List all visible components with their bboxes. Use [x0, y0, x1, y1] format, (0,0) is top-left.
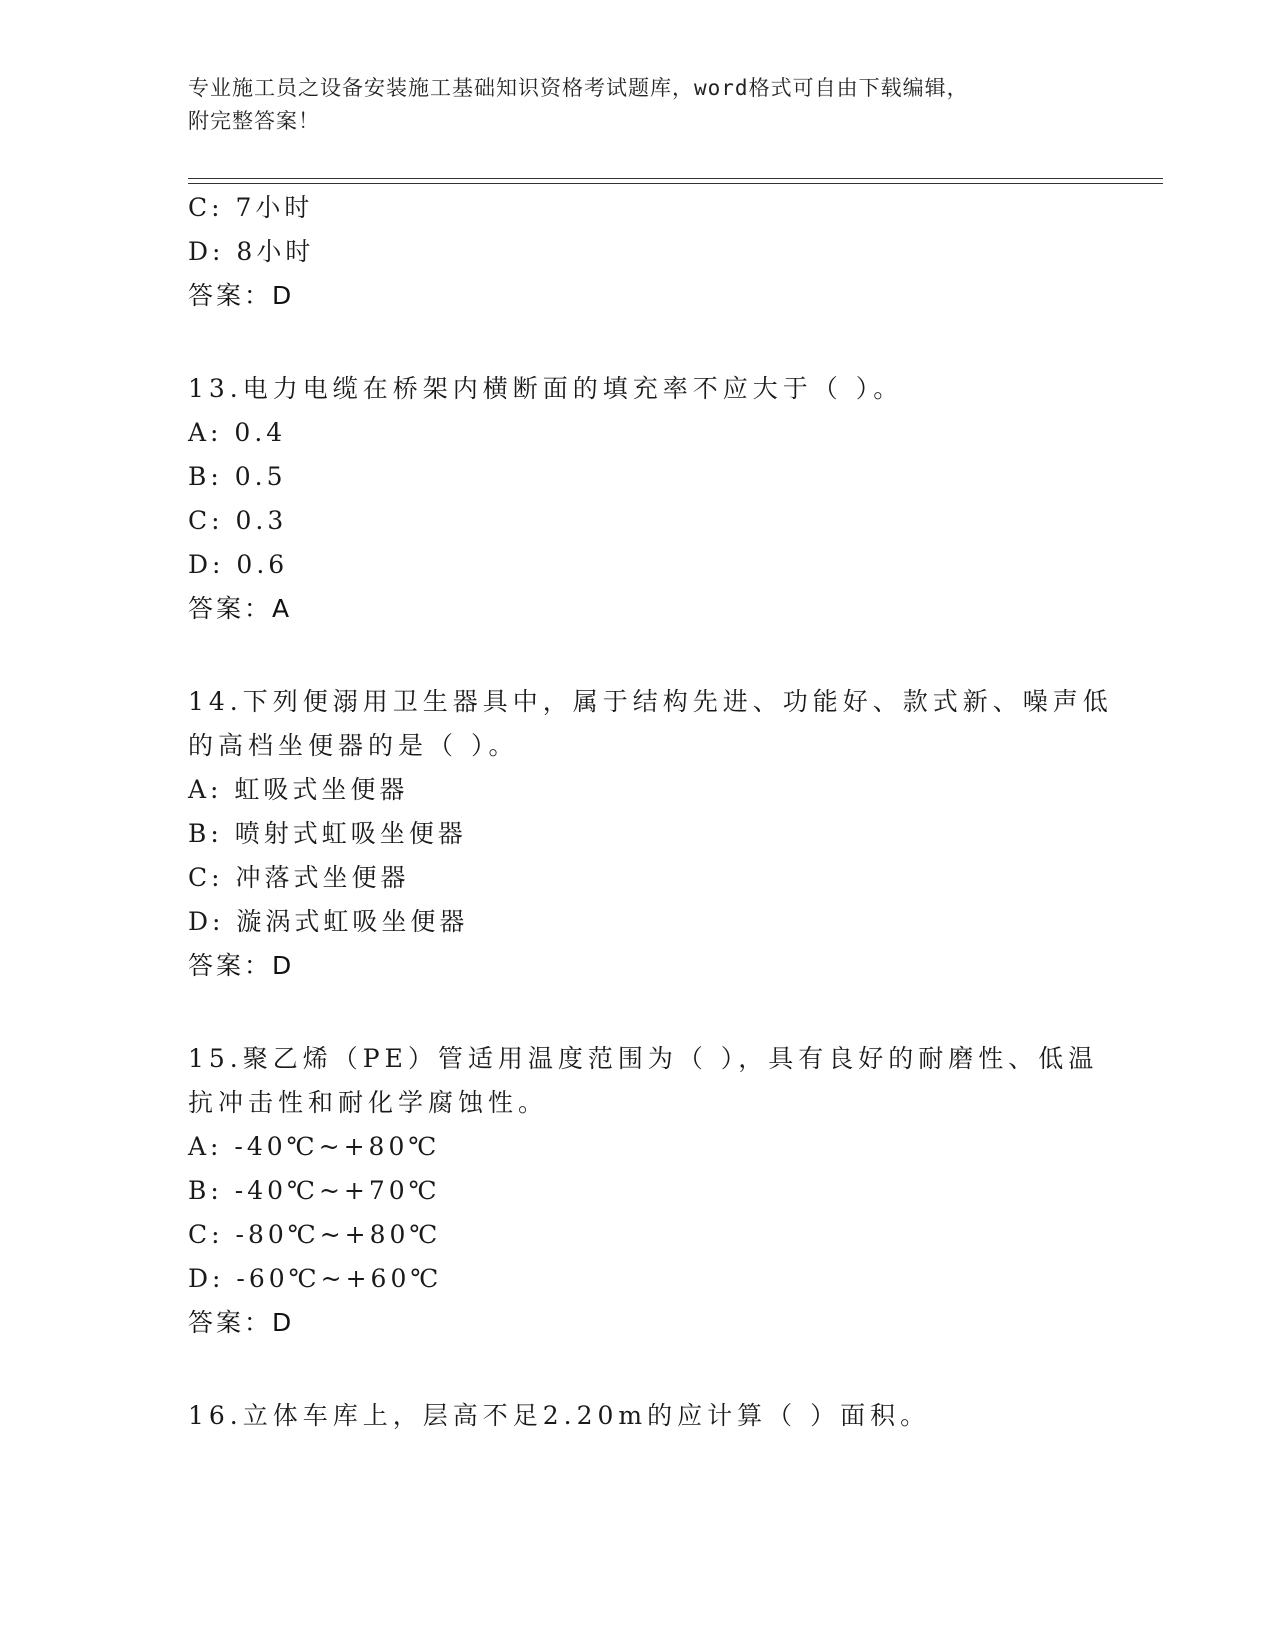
q13-answer: 答案：A — [188, 594, 293, 623]
q14-question-line-1: 14.下列便溺用卫生器具中，属于结构先进、功能好、款式新、噪声低 — [188, 687, 1113, 716]
q14-option-a: A: 虹吸式坐便器 — [188, 775, 409, 804]
q14-option-d: D: 漩涡式虹吸坐便器 — [188, 907, 469, 936]
q15-question-line-2: 抗冲击性和耐化学腐蚀性。 — [188, 1088, 549, 1117]
prev-option-c: C: 7小时 — [188, 193, 314, 222]
q15-question-line-1: 15.聚乙烯（PE）管适用温度范围为（ ），具有良好的耐磨性、低温 — [188, 1044, 1099, 1073]
q14-answer: 答案：D — [188, 951, 295, 980]
document-header — [188, 72, 1088, 138]
q13-option-d: D: 0.6 — [188, 550, 289, 579]
q13-option-b: B: 0.5 — [188, 462, 287, 491]
q13-option-a: A: 0.4 — [188, 418, 287, 447]
q14-option-b: B: 喷射式虹吸坐便器 — [188, 819, 467, 848]
header-divider-bottom — [188, 183, 1163, 184]
q13-option-c: C: 0.3 — [188, 506, 288, 535]
q14-question-line-2: 的高档坐便器的是（ ）。 — [188, 731, 519, 760]
q15-answer: 答案：D — [188, 1308, 295, 1337]
q15-option-a: A: -40℃~+80℃ — [188, 1132, 441, 1161]
q14-option-c: C: 冲落式坐便器 — [188, 863, 410, 892]
q15-option-b: B: -40℃~+70℃ — [188, 1176, 441, 1205]
q15-option-c: C: -80℃~+80℃ — [188, 1220, 442, 1249]
header-line-1: 专业施工员之设备安装施工基础知识资格考试题库，word格式可自由下载编辑， — [188, 76, 969, 100]
header-line-2: 附完整答案！ — [188, 109, 320, 133]
q16-question: 16.立体车库上，层高不足2.20m的应计算（ ）面积。 — [188, 1401, 931, 1430]
header-divider-top — [188, 178, 1163, 179]
q15-option-d: D: -60℃~+60℃ — [188, 1264, 443, 1293]
prev-answer: 答案：D — [188, 281, 295, 310]
prev-option-d: D: 8小时 — [188, 237, 315, 266]
q13-question: 13.电力电缆在桥架内横断面的填充率不应大于（ ）。 — [188, 374, 904, 403]
